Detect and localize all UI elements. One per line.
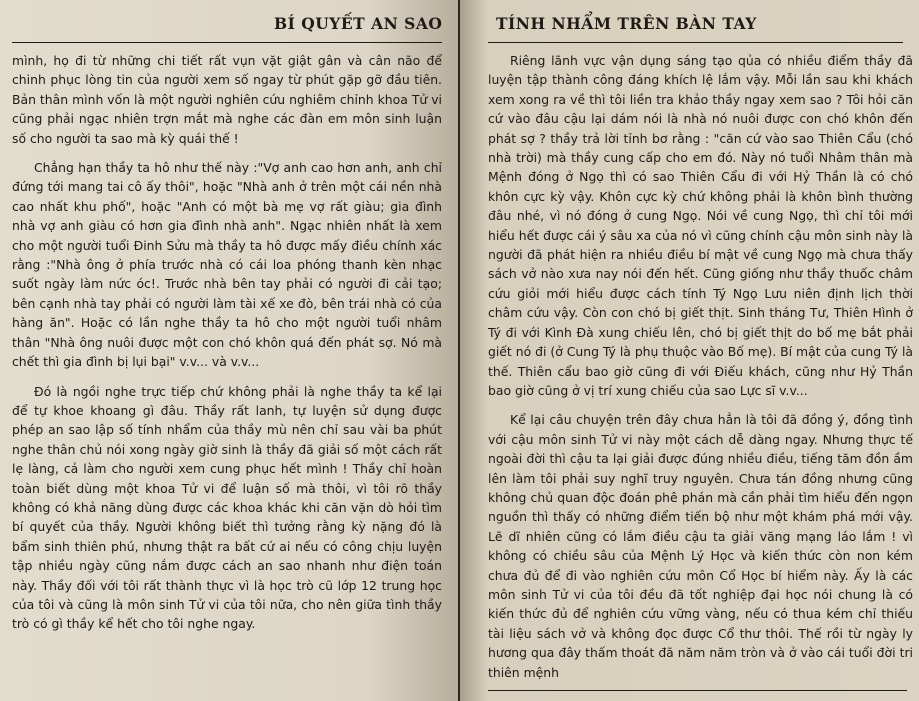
left-running-head: BÍ QUYẾT AN SAO [274, 14, 443, 33]
paragraph: mình, họ đi từ những chi tiết rất vụn vặt giật gân và cân não để chinh phục lòng tin của người xem số ngay từ phút gặp gỡ đầu tiên. Bản thân mình vốn là một người nghiên cứu nghiêm chỉnh khoa Tử vi cũng phải ngạc nhiên trợn mắt mà nghe các đàn em môn sinh luận số cho người ta sao mà kỳ quái thế ! [12, 53, 442, 146]
left-page [0, 0, 458, 701]
right-body-text [488, 51, 913, 682]
right-page [460, 0, 919, 701]
header-rule [488, 42, 903, 43]
footer-rule [488, 690, 907, 691]
paragraph: Đó là ngồi nghe trực tiếp chứ không phải là nghe thầy ta kể lại để tự khoe khoang gì đâu. Thầy rất lanh, tự luyện sử dụng được phép an sao lập số tính nhẩm của thầy mù nên chỉ sau vài ba phút nghe thân chủ nói xong ngày giờ sinh là thầy đã giải số một cách rất lẹ làng, cả làm cho người xem cung phục hết mình ! Thầy chỉ hoàn toàn biết dùng một khoa Tử vi để luận số mà thôi, vì tôi rõ thầy không có khả năng dùng được các khoa khác khi căn vặn dò hỏi tìm bí quyết của thầy. Người không biết thì tưởng rằng kỳ nặng đó là bẩm sinh thiên phú, nhưng thật ra bất cứ ai nếu có công chịu luyện tập nhiều ngày cũng nắm được cách an sao nhanh như điện toán này. Thầy đối với tôi rất thành thực vì là học trò cũ lớp 12 trung học của tôi và cũng là môn sinh Tử vi của tôi nữa, cho nên giữa tình thầy trò có gì thầy kể hết cho tôi nghe ngay. [12, 383, 442, 632]
paragraph: Chẳng hạn thầy ta hô như thế này :"Vợ anh cao hơn anh, anh chỉ đứng tới mang tai cô ấy thôi", hoặc "Nhà anh ở trên một cái nền nhà cao nhất khu phố", hoặc "Anh có một bà mẹ vợ rất giàu; gia đình nhà vợ anh giàu có hơn gia đình nhà anh". Ngạc nhiên nhất là xem cho một người tuổi Đinh Sửu mà thầy ta hô được mấy điều chính xác rằng :"Nhà ông ở phía trước nhà có cái loa phóng thanh kèn nhạc suốt ngày làm nức óc!. Trước nhà bên tay phải có người đi cải tạo; bên cạnh nhà tay phải có người làm tài xế xe đò, bên trái nhà có của hàng ăn". Hoặc có lần nghe thầy ta hô cho một người tuổi nhâm thân "Nhà ông nuôi được một con chó khôn quá đến phát sợ. Nó mà chết thì gia đình bị lụi bại" v.v... và v.v... [12, 160, 442, 370]
left-body-text [12, 51, 442, 634]
paragraph: Kể lại câu chuyện trên đây chưa hẳn là tôi đã đồng ý, đồng tình với cậu môn sinh Tử vi này một cách dễ dàng ngay. Nhưng thực tế ngoài đời thì cậu ta lại giải được đúng nhiều điều, tiếng tăm đồn ầm lên làm tôi phải suy nghĩ truy nguyên. Chưa tán đồng nhưng cũng không chủ quan độc đoán phê phán mà cần phải tìm hiểu đến ngọn nguồn thì thấy có những điểm tiến bộ như một khám phá mới vậy. Lẽ dĩ nhiên cũng có lắm điều cậu ta giải văng mạng láo lắm ! vì không có chiều sâu của Mệnh Lý Học và kiến thức còn non kém chưa đủ để đi vào nghiên cứu môn Cổ Học bí hiểm này. Ấy là các môn sinh Tử vi của tôi đều đã tốt nghiệp đại học nói chung là có kiến thức đủ để nghiên cứu vững vàng, nếu có thua kém chỉ thiếu tài liệu sách vở và không đọc được Cổ thư thôi. Thế rồi từ ngày ly hương qua đây thấm thoát đã năm năm tròn và ở vào cái tuổi đời tri thiên mệnh [488, 412, 913, 680]
paragraph: Riêng lãnh vực vận dụng sáng tạo qủa có nhiều điểm thầy đã luyện tập thành công đáng khích lệ lắm vậy. Mỗi lần sau khi khách xem xong ra về thì tôi liền tra khảo thầy ngay xem sao ? Tôi hỏi căn cứ vào đâu cậu lại dám nói là nhà nó nuôi được con chó khôn đến phát sợ ? thầy trả lời tỉnh bơ rằng : "căn cứ vào sao Thiên Cẩu (chó nhà trời) mà thầy cung cấp cho em đó. Này nó tuổi Nhâm thân mà Mệnh đóng ở Ngọ thì có sao Thiên Cẩu đi với Hỷ Thần là có chó khôn cực kỳ vậy. Khôn cực kỳ chứ không phải là khôn bình thường đâu nhé, vì nó đóng ở cung Ngọ. Nói về cung Ngọ, thì chỉ tôi mới hiểu hết được cái ý sâu xa của nó vì cũng chính cậu môn sinh này là người đã phát hiện ra nhiều điều bí mật về cung Ngọ mà chưa thấy sách vở nào xưa nay nói đến hết. Cũng giống như thầy thuốc châm cứu giỏi mới hiểu được cách tính Tý Ngọ Lưu niên định lịch thời châm cứu vậy. Còn con chó bị giết thịt. Sinh tháng Tư, Thiên Hình ở Tý đi với Kình Đà xung chiếu lên, chó bị giết thịt do bố mẹ bắt phải giết nó đi (ở Cung Tý là phụ thuộc vào Bố mẹ). Bí mật của cung Tý là thế. Thiên cẩu bao giờ cũng đi với Điếu khách, cũng như Hỷ Thần bao giờ cũng ở vị trí xung chiếu của sao Lực sĩ v.v... [488, 53, 913, 398]
right-running-head: TÍNH NHẨM TRÊN BÀN TAY [496, 14, 757, 33]
header-rule [12, 42, 442, 43]
